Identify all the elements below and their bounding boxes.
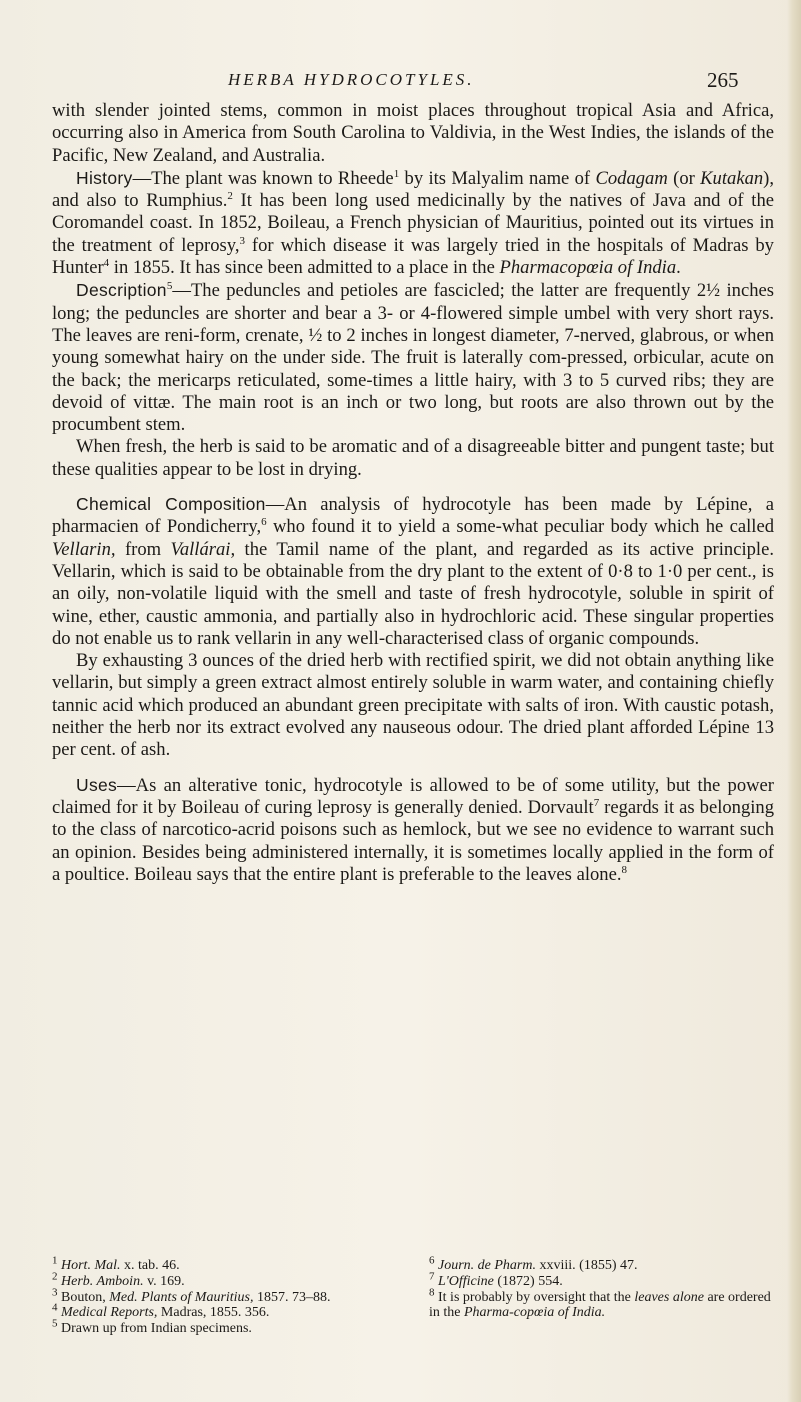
paragraph-continuation: with slender jointed stems, common in moist places throughout tropical Asia and Africa, occurring also in America from South Carolina to Valdivia, in the West Indies, the islands of the Pacific, New Zealand, and Australia.: [52, 100, 774, 166]
footnote-1: $^1$ Hort. Mal. x. tab. 46.: [52, 1254, 180, 1273]
page-body: [52, 100, 774, 886]
page-edge-shadow: [787, 0, 801, 1402]
footnote-ref-3: 3: [239, 234, 245, 247]
paragraph-uses: Uses—As an alterative tonic, hydrocotyle is allowed to be of some utility, but the power claimed for it by Boileau of curing leprosy is generally denied. Dorvault$^7$ regards it as belonging to the class of narcotico-acrid poisons such as hemlock, but we see no evidence to warrant such an opinion. Besides being administered internally, it is sometimes locally applied in the form of a poultice. Boileau says that the entire plant is preferable to the leaves alone.$^8$: [52, 774, 775, 885]
paragraph-chemical: Chemical Composition—An analysis of hydrocotyle has been made by Lépine, a pharmacien of Pondicherry,$^6$ who found it to yield a some-what peculiar body which he called Vellarin, from Vallárai, the Tamil name of the plant, and regarded as its active principle. Vellarin, which is said to be obtainable from the dry plant to the extent of 0·8 to 1·0 per cent., is an oily, non-volatile liquid with the smell and taste of fresh hydrocotyle, soluble in spirit of wine, ether, caustic ammonia, and partially also in hydrochloric acid. These singular properties do not enable us to rank vellarin in any well-characterised class of organic compounds.: [52, 494, 774, 649]
footnote-8: $^8$ It is probably by oversight that the leaves alone are ordered in the Pharma-copœia of India.: [429, 1285, 771, 1321]
paragraph-description: Description$^5$—The peduncles and petioles are fascicled; the latter are frequently 2½ inches long; the peduncles are shorter and bear a 3- or 4-flowered simple umbel with very short rays. The leaves are reni-form, crenate, ½ to 2 inches in longest diameter, 7-nerved, glabrous, or when young somewhat hairy on the under side. The fruit is laterally com-pressed, orbicular, acute on the back; the mericarps reticulated, some-times a little hairy, with 3 to 5 curved ribs; they are devoid of vittæ. The main root is an inch or two long, but roots are also thrown out by the procumbent stem.: [52, 280, 774, 436]
running-title: HERBA HYDROCOTYLES.: [228, 70, 475, 89]
page-number: 265: [707, 68, 739, 92]
footnote-2: $^2$ Herb. Amboin. v. 169.: [52, 1270, 185, 1289]
footnote-5: $^5$ Drawn up from Indian specimens.: [52, 1317, 252, 1337]
footnote-ref-5: 5: [166, 280, 173, 293]
history-heading: History: [76, 167, 133, 188]
footnote-ref-7: 7: [593, 796, 600, 809]
footnote-7: $^7$ L'Officine (1872) 554.: [429, 1270, 563, 1289]
footnote-ref-6: 6: [261, 516, 267, 529]
footnote-ref-4: 4: [103, 256, 110, 269]
footnotes-left: [52, 1254, 397, 1337]
footnote-ref-1: 1: [393, 167, 400, 180]
page-header: [0, 70, 801, 96]
footnote-6: $^6$ Journ. de Pharm. xxviii. (1855) 47.: [429, 1254, 638, 1273]
footnote-3: $^3$ Bouton, Med. Plants of Mauritius, 1857. 73–88.: [52, 1285, 331, 1305]
paragraph-chemical-2: By exhausting 3 ounces of the dried herb with rectified spirit, we did not obtain anything like vellarin, but simply a green extract almost entirely soluble in warm water, and containing chiefly tannic acid which produced an abundant green precipitate with salts of iron. With caustic potash, neither the herb nor its extract evolved any nauseous odour. The dried plant afforded Lépine 13 per cent. of ash.: [52, 650, 774, 761]
footnotes-right: [429, 1254, 774, 1337]
footnotes: [52, 1254, 774, 1337]
uses-heading: Uses: [76, 774, 118, 795]
description-heading: Description: [76, 280, 167, 301]
footnote-4: $^4$ Medical Reports, Madras, 1855. 356.: [52, 1301, 270, 1321]
paragraph-history: History—The plant was known to Rheede$^1$ by its Malyalim name of Codagam (or Kutakan), and also to Rumphius.$^2$ It has been long used medicinally by the natives of Java and of the Coromandel coast. In 1852, Boileau, a French physician of Mauritius, pointed out its virtues in the treatment of leprosy,$^3$ for which disease it was largely tried in the hospitals of Madras by Hunter$^4$ in 1855. It has since been admitted to a place in the Pharmacopœia of India.: [52, 167, 775, 279]
footnote-ref-2: 2: [227, 190, 233, 202]
paragraph-description-2: When fresh, the herb is said to be aromatic and of a disagreeable bitter and pungent taste; but these qualities appear to be lost in drying.: [52, 436, 774, 480]
chemical-heading: Chemical Composition: [76, 494, 266, 515]
footnote-ref-8: 8: [621, 863, 627, 876]
